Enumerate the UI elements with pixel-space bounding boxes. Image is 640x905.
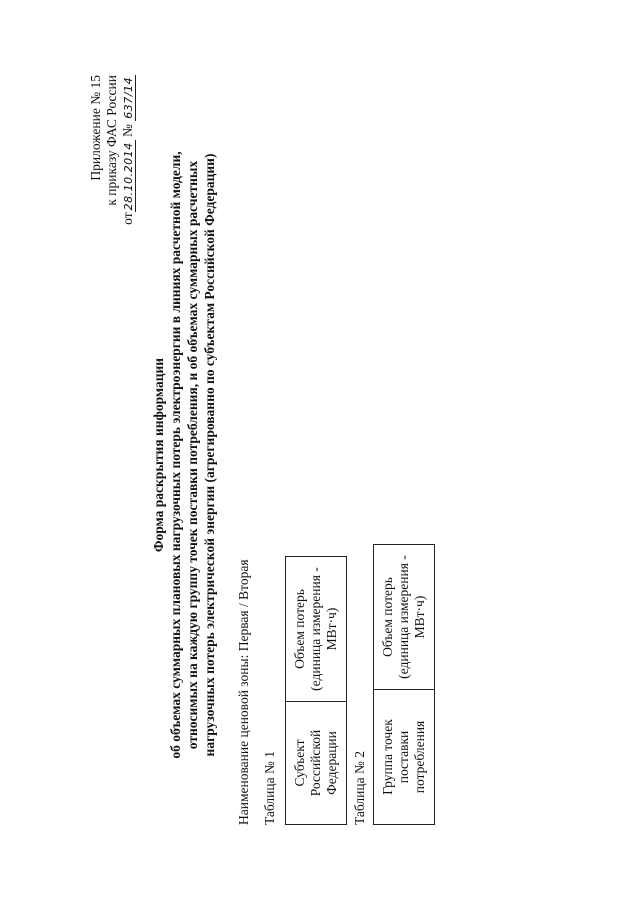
appendix-order-reference: к приказу ФАС России — [104, 75, 119, 206]
table1 — [285, 556, 347, 825]
title-line-3: относимых на каждую группу точек поставки потребления, и об объемах суммарных расчетных — [185, 160, 200, 750]
number-prefix: № — [120, 124, 135, 137]
appendix-block — [88, 75, 137, 245]
handwritten-order-number: 637/14 — [122, 77, 135, 119]
title-line-4: нагрузочных потерь электрической энергии (агрегированно по субъектам Российской Федерации) — [202, 153, 217, 757]
date-prefix: от — [120, 212, 135, 225]
price-zone-label: Наименование ценовой зоны: Первая / Вторая — [236, 559, 251, 825]
title-line-1: Форма раскрытия информации — [151, 357, 166, 553]
table1-header-loss-volume: Объем потерь (единица измерения - МВт·ч) — [286, 557, 347, 702]
table2-label: Таблица № 2 — [352, 751, 367, 825]
appendix-number: Приложение № 15 — [88, 75, 103, 181]
table2 — [373, 544, 435, 825]
table1-label: Таблица № 1 — [262, 751, 277, 825]
table2-header-loss-volume: Объем потерь (единица измерения - МВт·ч) — [374, 545, 435, 690]
appendix-date-line — [120, 75, 137, 245]
table-row — [374, 545, 435, 825]
form-title — [150, 145, 218, 765]
table-row — [286, 557, 347, 825]
table2-header-delivery-group: Группа точек поставки потребления — [374, 690, 435, 825]
table1-header-subject: Субъект Российской Федерации — [286, 702, 347, 825]
handwritten-date: 28.10.2014 — [122, 142, 135, 211]
title-line-2: об объемах суммарных плановых нагрузочных потерь электроэнергии в линиях расчетной модели, — [168, 151, 183, 759]
